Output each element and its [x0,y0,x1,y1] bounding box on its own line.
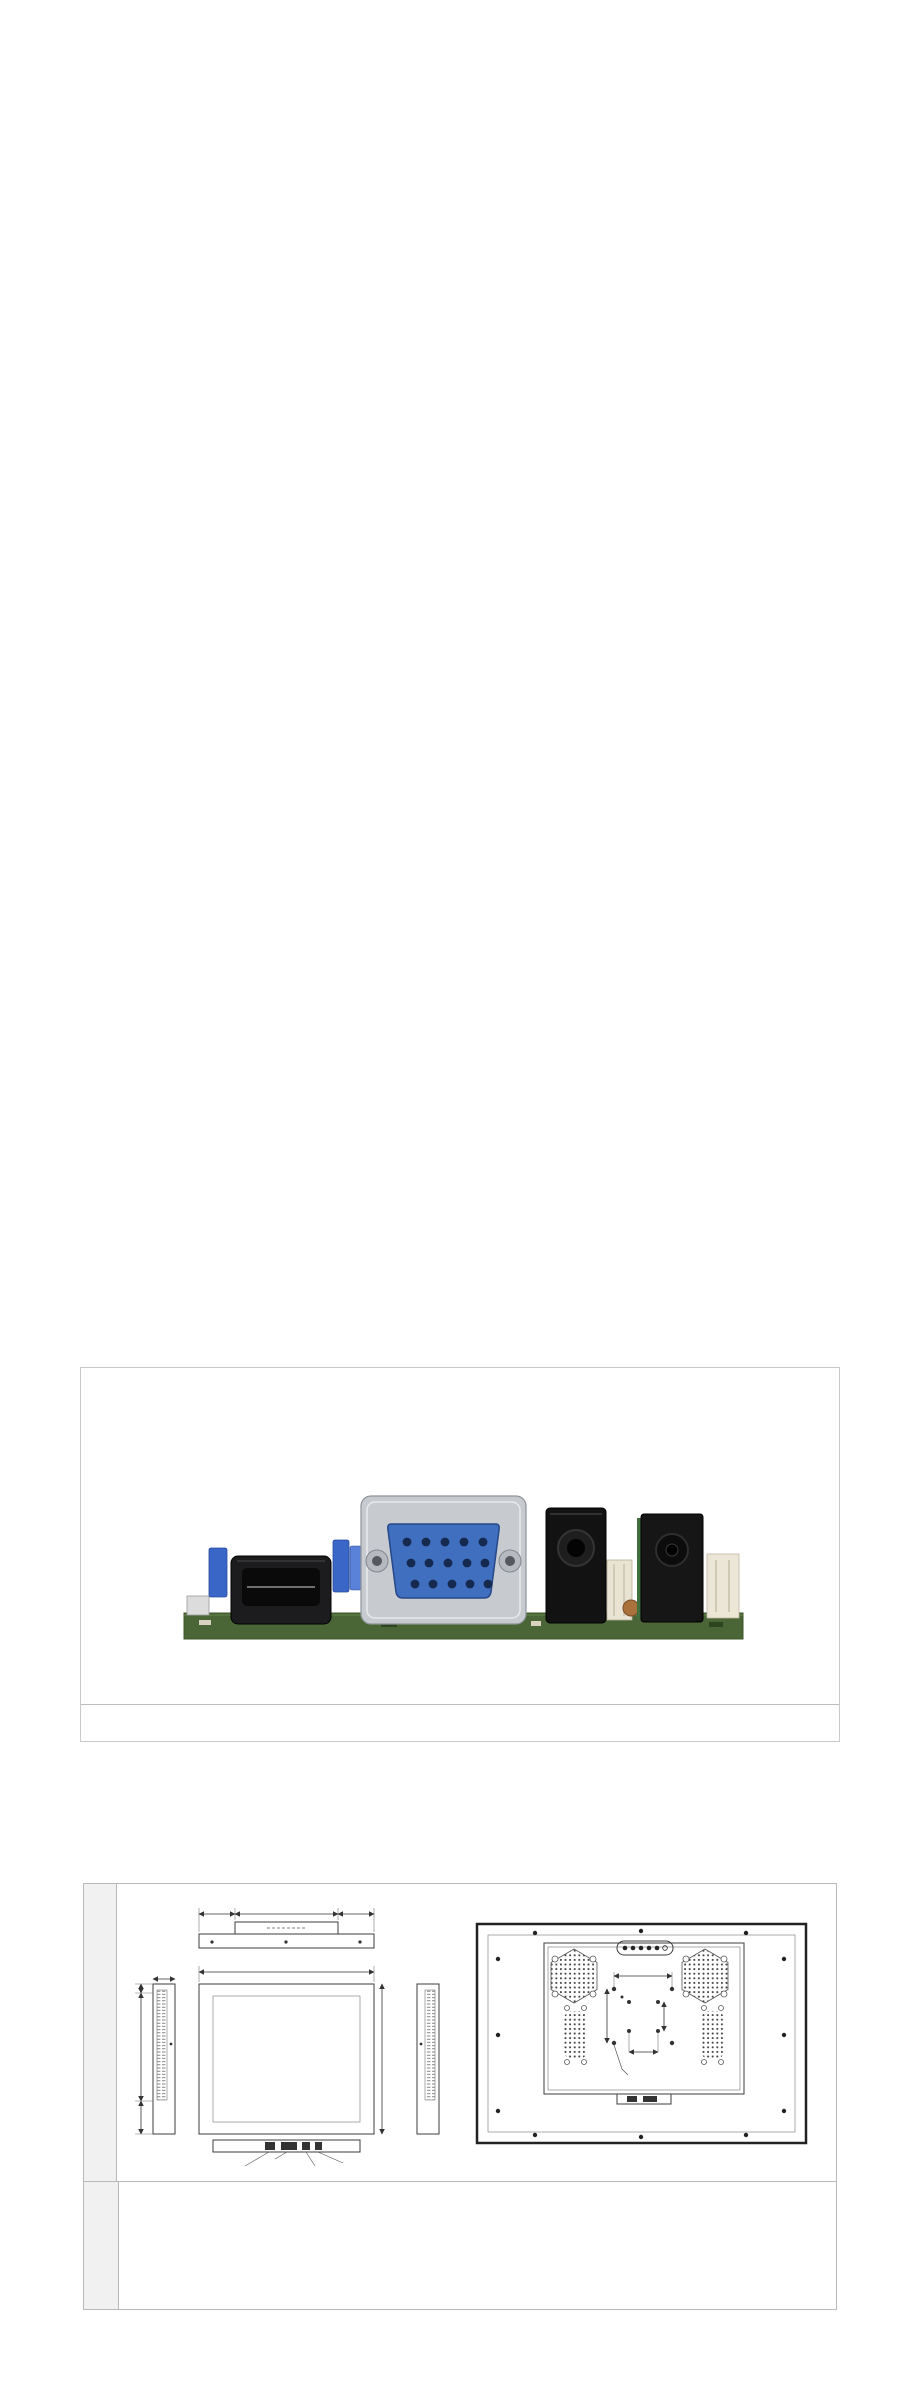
vga-connector [361,1496,526,1624]
audio-jack [546,1508,606,1623]
rear-view-drawing [477,1924,806,2143]
dimension-drawing-row-label [84,1884,117,2181]
interface-panel-figure [80,1367,840,1742]
wire-header-right [707,1554,739,1618]
wire-header [607,1560,639,1620]
dc-jack [637,1514,703,1622]
copper-coil [623,1600,639,1616]
hdmi-connector [231,1556,331,1624]
dimension-table [83,1883,837,2310]
overall-size-row-label [84,2182,119,2309]
front-view-drawing [135,1908,439,2166]
interface-panel-photo [81,1368,839,1705]
interface-panel-label-row [81,1704,839,1741]
dimension-drawing [117,1884,836,2180]
overall-size-value [119,2182,836,2197]
